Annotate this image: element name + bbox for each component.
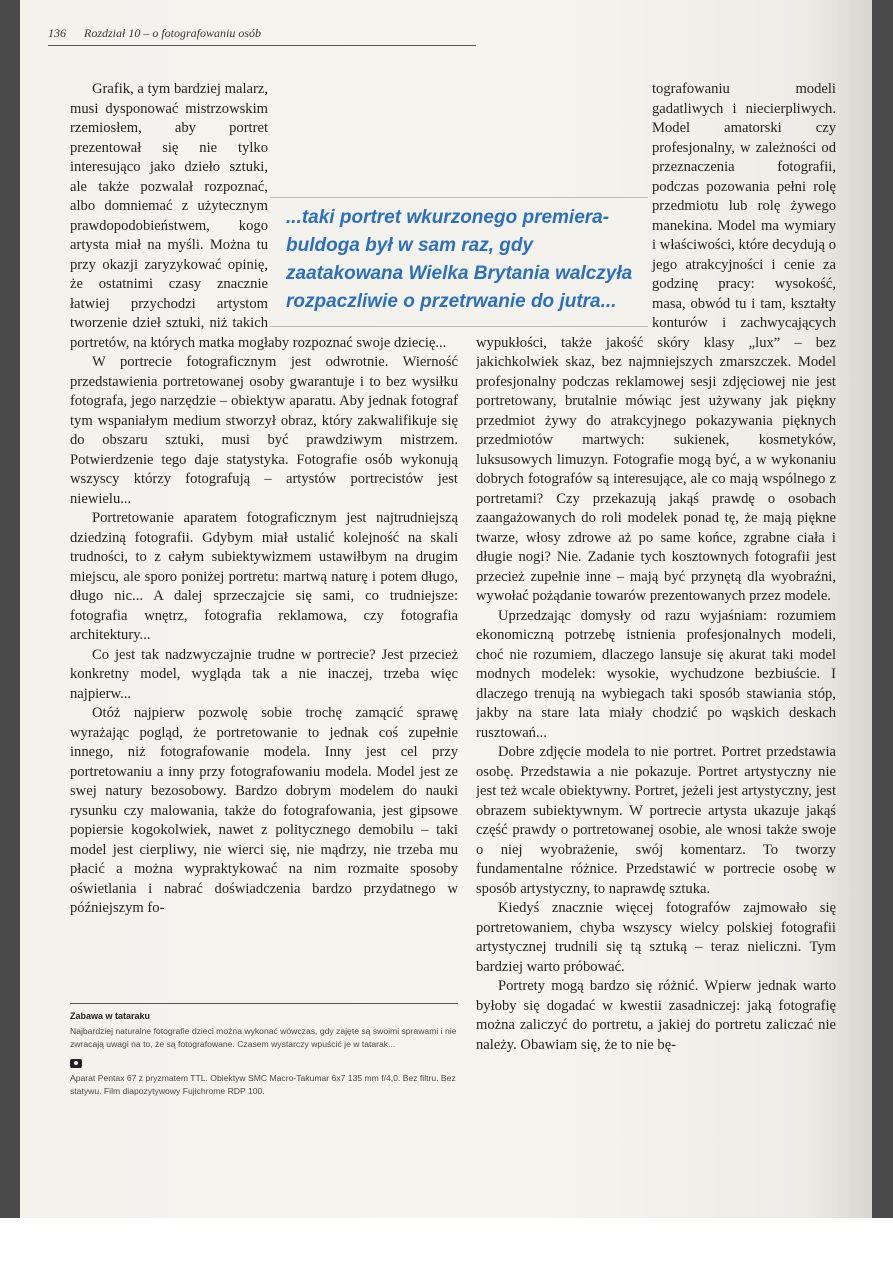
page-number: 136 [48, 26, 66, 40]
pull-quote: ...taki portret wkurzonego premiera-buldoga był w sam raz, gdy zaatakowana Wielka Brytania walczyła rozpaczliwie o przetrwanie do jutra... [270, 197, 648, 327]
caption-text: Najbardziej naturalne fotografie dzieci można wykonać wówczas, gdy zajęte są swoimi sprawami i nie zwracają uwagi na to, że są fotografowane. Czasem wystarczy wpuścić je w tatarak... [70, 1026, 457, 1049]
paragraph: Portretowanie aparatem fotograficznym jest najtrudniejszą dziedziną fotografii. Gdybym miał ustalić kolejność na skali trudności, to z całym subiektywizmem ustawiłbym na drugim miejscu, ale sporo poniżej portretu: martwą naturę i potem długo, długo nic... A dalej sprzeczajcie się sami, co trudniejsze: fotografia wnętrz, fotografia reklamowa, czy fotografia architektury... [70, 510, 458, 643]
paragraph: W portrecie fotograficznym jest odwrotnie. Wierność przedstawienia portretowanej osoby gwarantuje i to bez wysiłku fotografa, jego narzędzie – obiektyw aparatu. Aby jednak fotograf tym wspaniałym medium stworzył obraz, który zakwalifikuje się do obszaru sztuki, musi być prawdziwym mistrzem. Potwierdzenie tego daje statystyka. Fotografie osób wykonują wszyscy którzy fotografują – artystów portrecistów jest niewielu... [70, 354, 458, 507]
paragraph: tografowaniu modeli gadatliwych i niecierpliwych. Model amatorski czy profesjonalny, w zależności od przeznaczenia fotografii, podczas pozowania pełni rolę przedmiotu lub rolę żywego manekina. Model ma wymiary i właściwości, które decydują o jego atrakcyjności i cenie za godzinę pracy: wysokość, masa, obwód tu i tam, kształty konturów i zachwycających wypukłości, także jakość skóry klasy „lux” – bez jakichkolwiek skaz, bez najmniejszych zmarszczek. Model profesjonalny podczas reklamowej sesji zdjęciowej nie jest portretowany, brutalnie mówiąc jest używany jak piękny przedmiot żywy do atrakcyjnego pokazywania pięknych przedmiotów martwych: sukienek, kosmetyków, luksusowych limuzyn. Fotografie mogą być, a w wykonaniu dobrych fotografów są interesujące, ale co mają wspólnego z portretami? Czy przekazują jakąś prawdę o osobach zaangażowanych do roli modelek ponad tę, że mają piękne twarze, włosy zdrowe aż po same końce, zgrabne ciała i długie nogi? Nie. Zadanie tych kosztownych fotografii jest przecież zupełnie inne – mają być przynętą dla wyobraźni, wywołać pożądanie towarów prezentowanych przez modele. [476, 81, 836, 604]
caption-title: Zabawa w tataraku [70, 1011, 151, 1021]
caption-equipment [70, 1059, 458, 1098]
paragraph: Portrety mogą bardzo się różnić. Wpierw jednak warto byłoby się dogadać w kwestii zasadniczej: jaką fotografię można zaliczyć do portretu, a jakiej do portretu zaliczać nie należy. Obawiam się, że to nie bę- [476, 978, 836, 1053]
paragraph: Kiedyś znacznie więcej fotografów zajmowało się portretowaniem, chyba wszyscy wielcy polskiej fotografii artystycznej trudnili się tą sztuką – teraz nieliczni. Tym bardziej warto próbować. [476, 900, 836, 975]
paragraph: Otóż najpierw pozwolę sobie trochę zamącić sprawę wyrażając pogląd, że portretowanie to jednak coś zupełnie innego, niż fotografowanie modela. Inny jest cel przy portretowaniu a inny przy fotografowaniu modela. Model jest ze swej natury bezosobowy. Bardzo dobrym modelem do nauki rysunku czy malowania, także do fotografowania, jest gipsowe popiersie kogokolwiek, nawet z politycznego demobilu – taki model jest cierpliwy, nie wierci się, nie mądrzy, nie trzeba mu płacić a można wypraktykować na nim rozmaite sposoby oświetlania i nabrać doświadczenia bardzo przydatnego w późniejszym fo- [70, 705, 458, 916]
scan-margin [0, 1218, 893, 1263]
paragraph: Grafik, a tym bardziej malarz, musi dysponować mistrzowskim rzemiosłem, aby portret prezentował się nie tylko interesująco jako dzieło sztuki, ale także pozwalał rozpoznać, albo domniemać z użytecznym prawdopodobieństwem, kogo artysta miał na myśli. Można tu przy okazji zaryzykować opinię, że ostatnimi czasy znacznie łatwiej przychodzi artystom tworzenie dzieł sztuki, niż takich portretów, na których matka mogłaby rozpoznać swoje dziecię... [70, 80, 458, 353]
camera-icon [70, 1059, 82, 1068]
running-header [48, 26, 476, 46]
paragraph: Dobre zdjęcie modela to nie portret. Portret przedstawia osobę. Przedstawia a nie pokazuje. Portret artystyczny nie jest też wcale obiektywny. Portret, jeżeli jest artystyczny, jest obrazem subiektywnym. W portrecie artysta ukazuje jakąś część prawdy o portretowanej osobie, ale wnosi także swoje o niej wyobrażenie, swój komentarz. To tworzy fundamentalne różnice. Przedstawić w portrecie osobę w sposób artystyczny, to naprawdę sztuka. [476, 744, 836, 897]
equipment-text: Aparat Pentax 67 z pryzmatem TTL. Obiektyw SMC Macro-Takumar 6x7 135 mm f/4,0. Bez filtru. Bez statywu. Film diapozytywowy Fujichrome RDP 100. [70, 1073, 456, 1096]
paragraph: Co jest tak nadzwyczajnie trudne w portrecie? Jest przecież konkretny model, wygląda tak a nie inaczej, trzeba więc najpierw... [70, 646, 458, 702]
paragraph: Uprzedzając domysły od razu wyjaśniam: rozumiem ekonomiczną potrzebę istnienia profesjonalnych modeli, choć nie rozumiem, dlaczego lansuje się akurat taki model modnych modelek: wysokie, wychudzone bezbiuście. I dlaczego trenują na wybiegach taki sposób stawiania stóp, jakby na stare lata miały chodzić po wąskich deskach rusztowań... [476, 607, 836, 741]
photo-caption [70, 1003, 458, 1098]
chapter-title: Rozdział 10 – o fotografowaniu osób [84, 26, 262, 40]
